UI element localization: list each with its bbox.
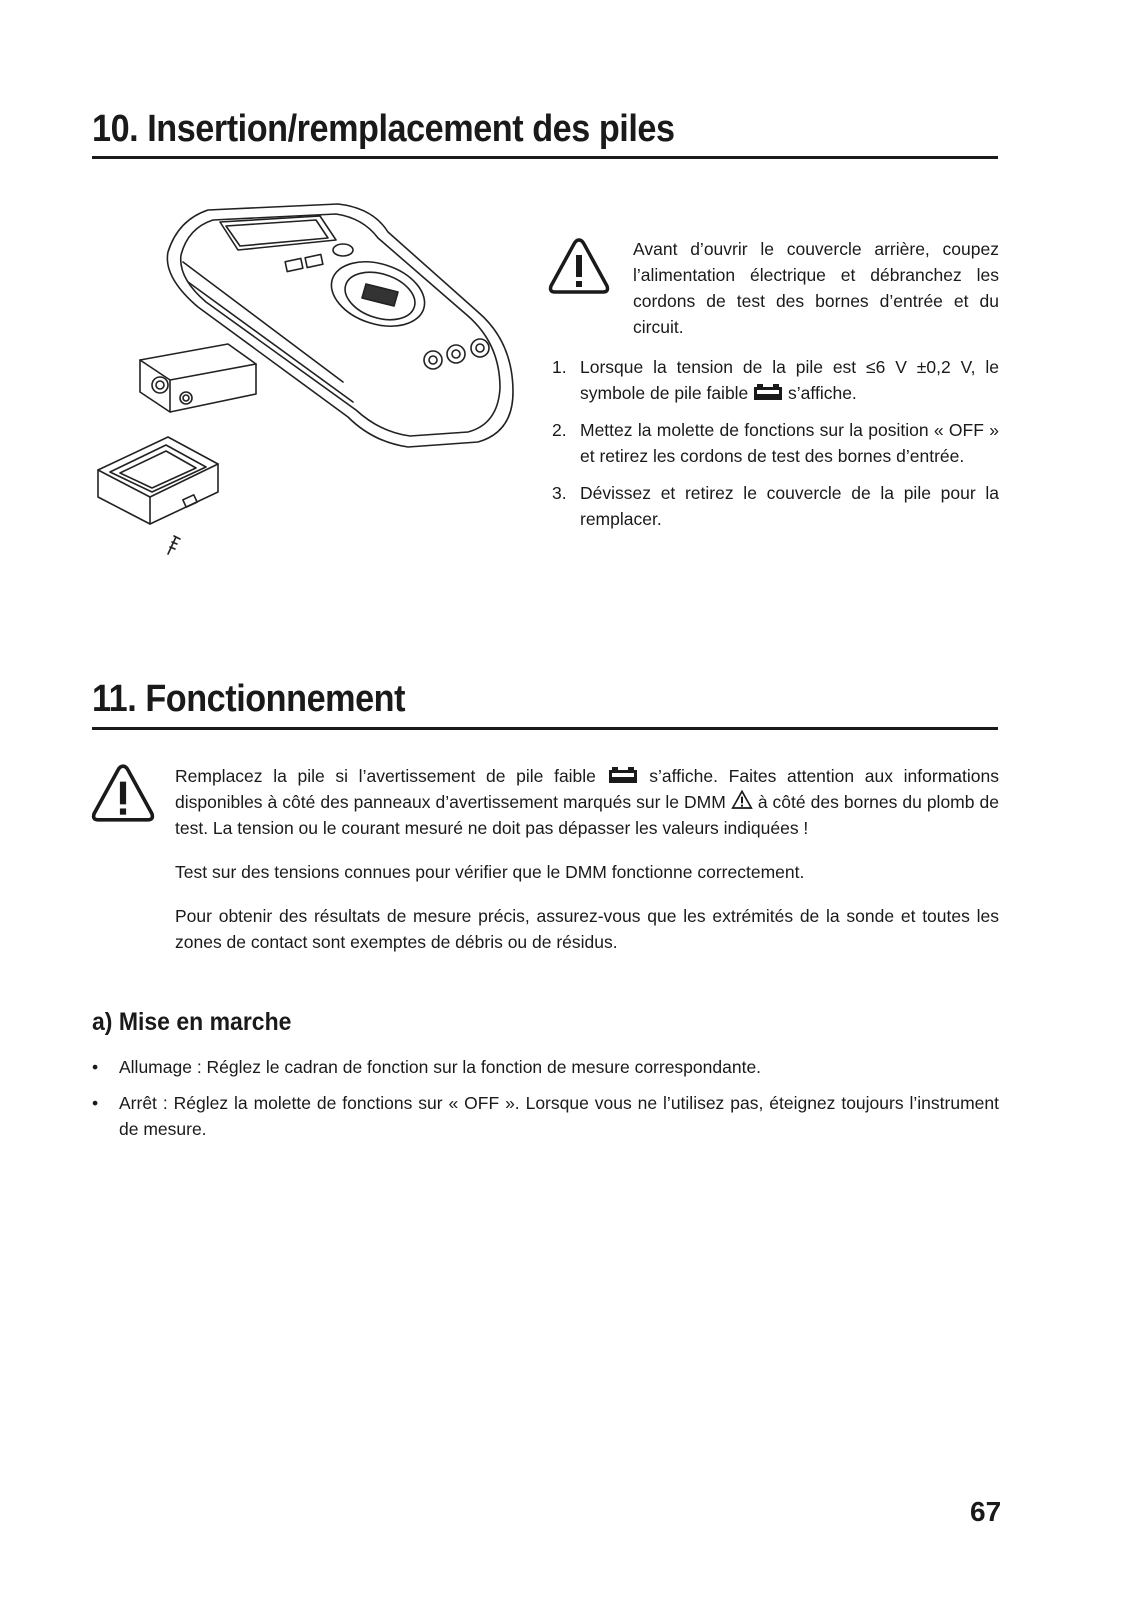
warning-triangle-icon xyxy=(547,236,611,296)
list-item: • Allumage : Réglez le cadran de fonction sur la fonction de mesure correspondante. xyxy=(92,1057,762,1077)
subsection-title: a) Mise en marche xyxy=(92,1008,292,1036)
section-11-title: 11. Fonctionnement xyxy=(92,678,406,720)
subsection-bullets xyxy=(92,1054,999,1152)
section-11-warning-text: Remplacez la pile si l’avertissement de pile faible s’affiche. Faites attention aux informations disponibles à côté des panneaux d’avertissement marqués sur le DMM à côté des bornes du plomb de test. La tension ou le courant mesuré ne doit pas dépasser les valeurs indiquées ! xyxy=(175,766,999,838)
list-item: 1. Lorsque la tension de la pile est ≤6 V ±0,2 V, le symbole de pile faible s’affiche. xyxy=(552,357,999,403)
list-item: 2. Mettez la molette de fonctions sur la position « OFF » et retirez les cordons de test des bornes d’entrée. xyxy=(552,420,999,466)
list-item: 3. Dévissez et retirez le couvercle de la pile pour la remplacer. xyxy=(552,483,999,529)
low-battery-icon xyxy=(607,766,639,784)
section-11-body xyxy=(175,763,999,955)
section-10-warning-text: Avant d’ouvrir le couvercle arrière, coupez l’alimentation électrique et débranchez les cordons de test des bornes d’entrée et du circuit. xyxy=(633,239,999,337)
low-battery-icon xyxy=(753,383,783,401)
warning-triangle-icon xyxy=(90,762,156,824)
section-11-paragraph: Test sur des tensions connues pour vérifier que le DMM fonctionne correctement. xyxy=(175,862,805,882)
section-11-rule xyxy=(92,727,998,730)
section-10-rule xyxy=(92,156,998,159)
list-item: • Arrêt : Réglez la molette de fonctions sur « OFF ». Lorsque vous ne l’utilisez pas, éteignez toujours l’instrument de mesure. xyxy=(92,1093,999,1139)
multimeter-battery-illustration xyxy=(88,192,528,572)
warning-triangle-icon xyxy=(731,790,753,810)
page-number: 67 xyxy=(970,1496,1002,1527)
section-11-paragraph: Pour obtenir des résultats de mesure précis, assurez-vous que les extrémités de la sonde et toutes les zones de contact sont exemptes de débris ou de résidus. xyxy=(175,906,999,952)
section-10-steps xyxy=(552,354,999,543)
section-10-title: 10. Insertion/remplacement des piles xyxy=(92,108,675,150)
